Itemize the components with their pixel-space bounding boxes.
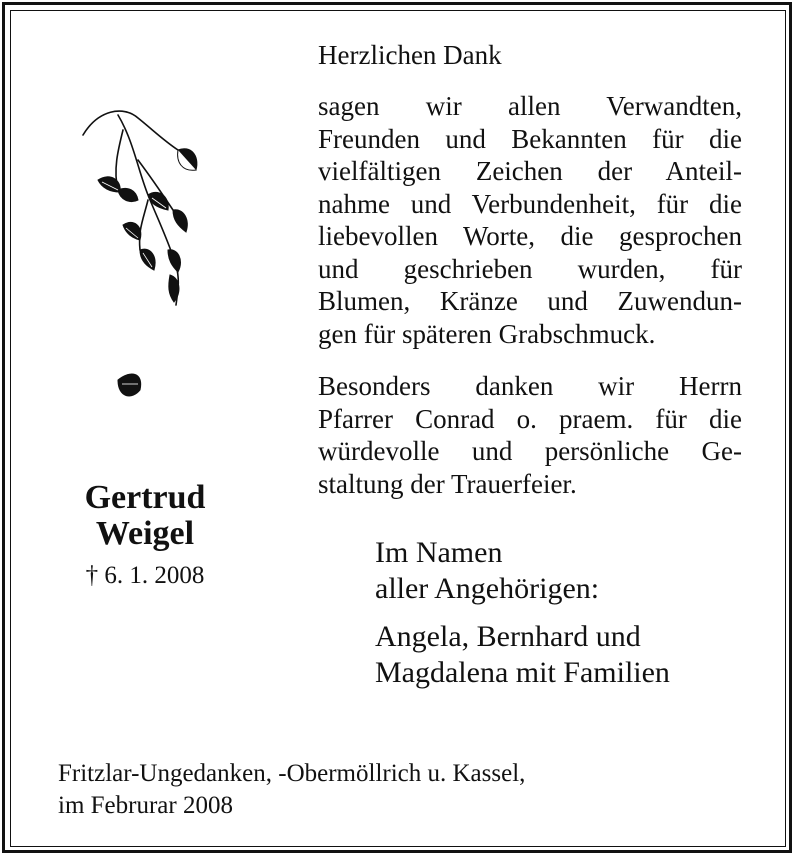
family-names-line: Magdalena mit Familien xyxy=(375,656,670,689)
date-line: im Februrar 2008 xyxy=(58,792,233,819)
text-line: liebevollen Worte, die gesprochen xyxy=(318,221,742,251)
text-line: würdevolle und persönliche Ge- xyxy=(318,436,742,466)
deceased-first-name: Gertrud xyxy=(84,479,206,516)
deceased-block xyxy=(40,480,250,592)
text-line: vielfältigen Zeichen der Anteil- xyxy=(318,156,742,186)
text-line: Blumen, Kränze und Zuwendun- xyxy=(318,286,742,316)
text-line: gen für späteren Grabschmuck. xyxy=(318,318,656,349)
place-line: Fritzlar-Ungedanken, -Obermöllrich u. Kassel, xyxy=(58,760,526,787)
thanks-heading: Herzlichen Dank xyxy=(318,40,502,70)
text-line: staltung der Trauerfeier. xyxy=(318,468,577,499)
birch-branch-icon xyxy=(78,100,208,420)
place-date-footer xyxy=(58,758,525,822)
death-date: † 6. 1. 2008 xyxy=(85,562,205,589)
text-line: sagen wir allen Verwandten, xyxy=(318,91,742,121)
spacer xyxy=(375,607,670,619)
text-line: Besonders danken wir Herrn xyxy=(318,371,742,401)
special-thanks-paragraph xyxy=(318,370,742,500)
text-line: Freunden und Bekannten für die xyxy=(318,123,742,154)
text-line: Pfarrer Conrad o. praem. für die xyxy=(318,403,742,434)
signature-line: Im Namen xyxy=(375,536,503,569)
signature-line: aller Angehörigen: xyxy=(375,572,600,605)
thanks-paragraph xyxy=(318,90,742,350)
signature-block xyxy=(375,535,670,691)
text-line: und geschrieben wurden, für xyxy=(318,253,742,284)
family-names-line: Angela, Bernhard und xyxy=(375,620,641,653)
deceased-last-name: Weigel xyxy=(95,515,195,552)
text-line: nahme und Verbundenheit, für die xyxy=(318,188,742,219)
